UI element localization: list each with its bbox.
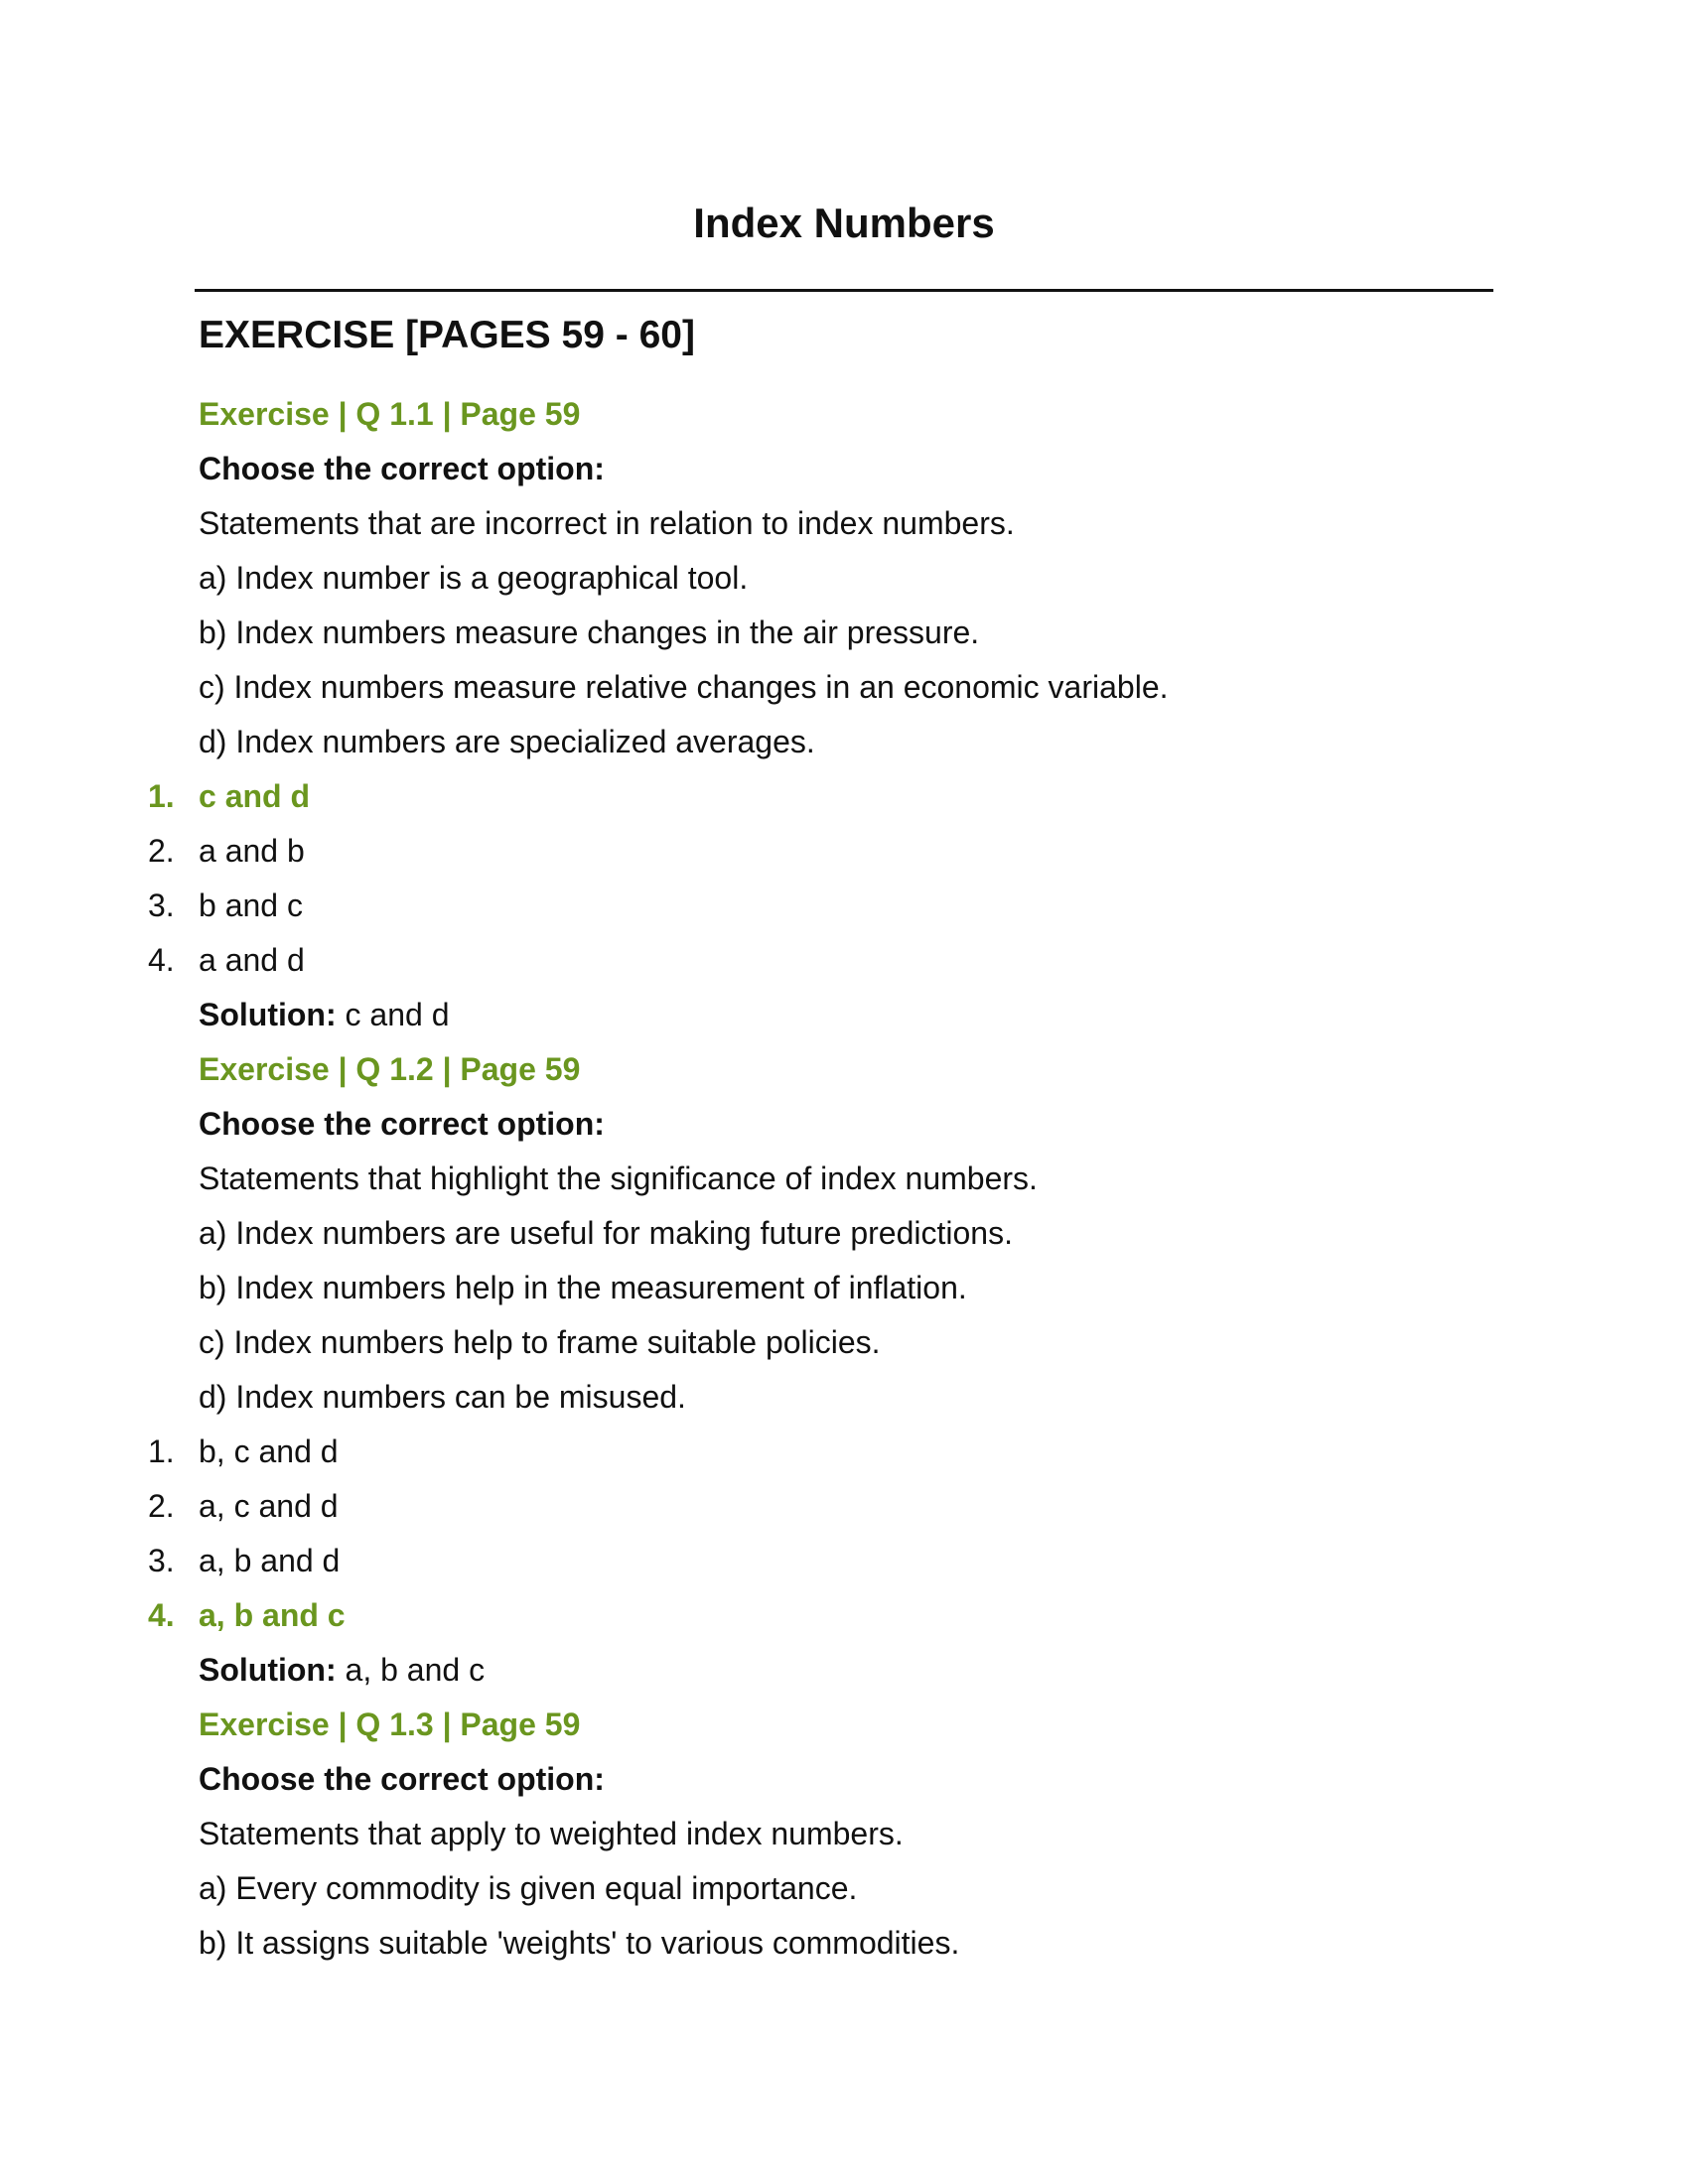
statement-item: a) Every commodity is given equal importance. — [199, 1870, 858, 1906]
statement-item: d) Index numbers are specialized averages. — [199, 724, 815, 759]
answer-option — [0, 1425, 1688, 1479]
statement-item: c) Index numbers help to frame suitable policies. — [199, 1324, 881, 1360]
answer-option — [0, 824, 1688, 879]
exercise-content — [0, 387, 1688, 1971]
option-text: b and c — [199, 887, 303, 923]
question-prompt: Choose the correct option: — [199, 451, 605, 486]
option-number: 4. — [148, 942, 175, 978]
question-block-2 — [0, 1042, 1688, 1097]
option-number: 1. — [148, 778, 175, 814]
option-text: b, c and d — [199, 1433, 339, 1469]
answer-option — [0, 1534, 1688, 1588]
answer-option — [0, 933, 1688, 988]
question-ref: Exercise | Q 1.1 | Page 59 — [199, 396, 581, 432]
option-number: 1. — [148, 1433, 175, 1469]
solution — [0, 1643, 1688, 1698]
question-block-1 — [0, 387, 1688, 442]
solution-text: c and d — [345, 997, 450, 1032]
option-text: a, b and c — [199, 1597, 346, 1633]
page-title: Index Numbers — [693, 200, 995, 246]
answer-option-correct — [0, 1588, 1688, 1643]
question-stem: Statements that apply to weighted index numbers. — [199, 1816, 904, 1851]
option-number: 2. — [148, 833, 175, 869]
option-number: 3. — [148, 887, 175, 923]
solution-label: Solution: — [199, 1652, 337, 1688]
statement-item: a) Index numbers are useful for making future predictions. — [199, 1215, 1013, 1251]
answer-option — [0, 879, 1688, 933]
option-text: a and b — [199, 833, 305, 869]
solution-label: Solution: — [199, 997, 337, 1032]
statement-item: b) Index numbers measure changes in the air pressure. — [199, 614, 980, 650]
answer-option — [0, 1479, 1688, 1534]
statement-item: a) Index number is a geographical tool. — [199, 560, 749, 596]
option-text: c and d — [199, 778, 311, 814]
option-text: a, b and d — [199, 1543, 341, 1578]
statement-item: d) Index numbers can be misused. — [199, 1379, 686, 1415]
statement-item: b) It assigns suitable 'weights' to various commodities. — [199, 1925, 960, 1961]
section-heading: EXERCISE [PAGES 59 - 60] — [199, 314, 695, 356]
question-stem: Statements that highlight the significance of index numbers. — [199, 1160, 1038, 1196]
question-prompt: Choose the correct option: — [199, 1761, 605, 1797]
option-text: a and d — [199, 942, 305, 978]
solution-text: a, b and c — [345, 1652, 486, 1688]
question-prompt: Choose the correct option: — [199, 1106, 605, 1142]
question-ref: Exercise | Q 1.2 | Page 59 — [199, 1051, 581, 1087]
statement-item: b) Index numbers help in the measurement of inflation. — [199, 1270, 967, 1305]
option-number: 2. — [148, 1488, 175, 1524]
option-number: 4. — [148, 1597, 175, 1633]
question-stem: Statements that are incorrect in relation to index numbers. — [199, 505, 1015, 541]
solution — [0, 988, 1688, 1042]
answer-option-correct — [0, 769, 1688, 824]
option-text: a, c and d — [199, 1488, 339, 1524]
question-ref: Exercise | Q 1.3 | Page 59 — [199, 1706, 581, 1742]
title-divider — [195, 289, 1493, 292]
statement-item: c) Index numbers measure relative changes in an economic variable. — [199, 669, 1169, 705]
question-block-3 — [0, 1698, 1688, 1752]
option-number: 3. — [148, 1543, 175, 1578]
